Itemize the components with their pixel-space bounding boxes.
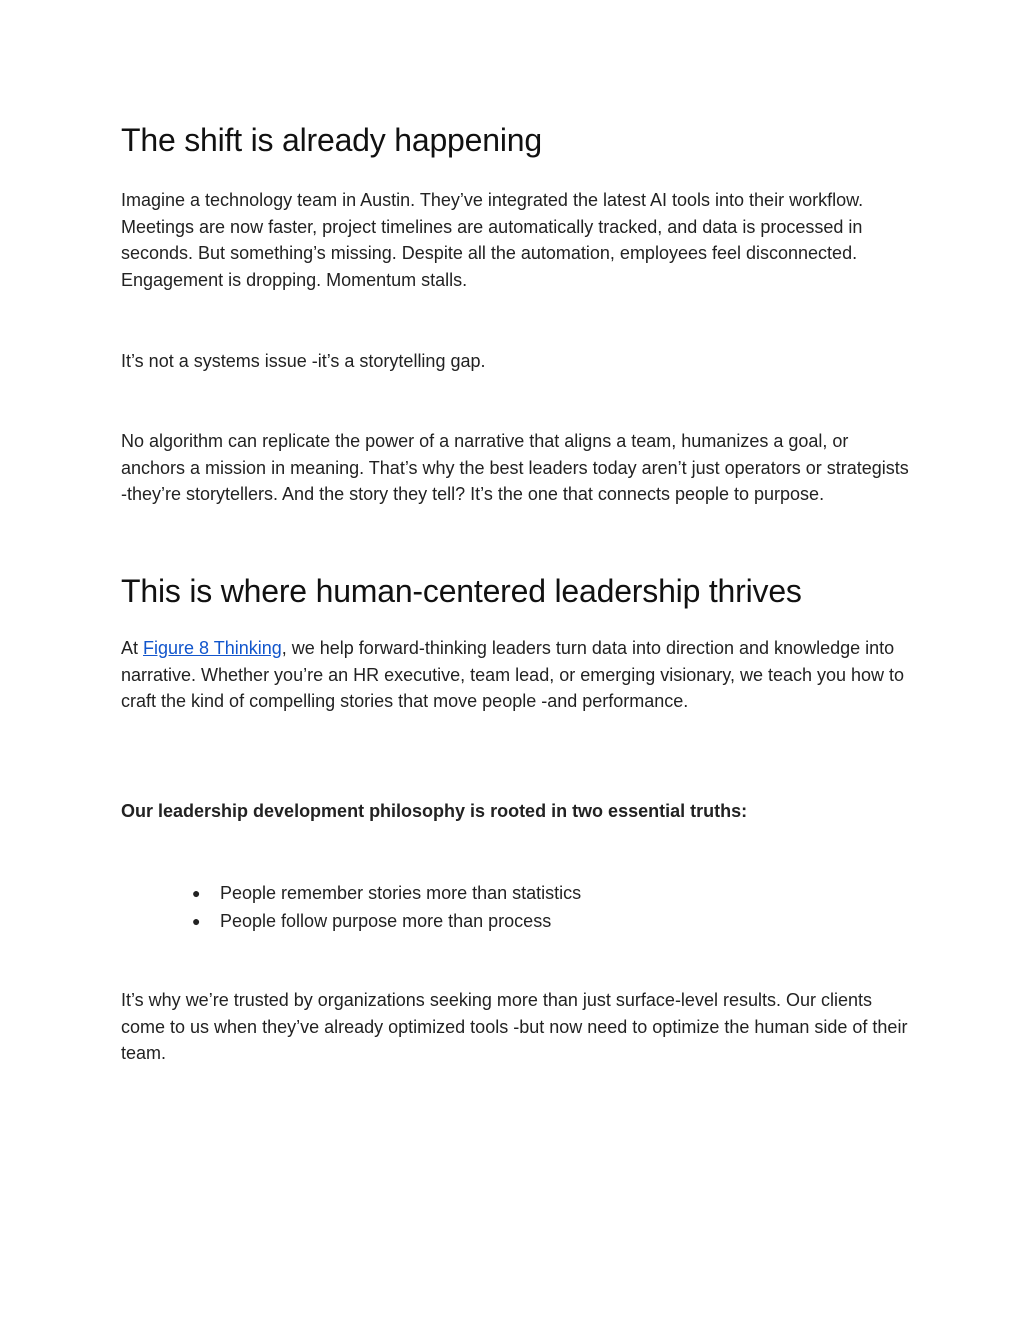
figure8-thinking-link[interactable]: Figure 8 Thinking <box>143 638 282 658</box>
bullet-icon: ● <box>192 885 201 901</box>
paragraph-philosophy-bold: Our leadership development philosophy is rooted in two essential truths: <box>121 801 748 821</box>
list-item <box>121 908 821 936</box>
intro-prefix: At <box>121 638 144 658</box>
intro-suffix: , we help forward-thinking leaders turn data into direction and knowledge into narrative. Whether you’re an HR executive, team lead, or emerging visionary, we teach you how to craft the kind of compelling stories that move people -and performance. <box>121 638 905 712</box>
heading-human-centered-leadership: This is where human-centered leadership thrives <box>121 573 802 609</box>
paragraph-austin-team: Imagine a technology team in Austin. They’ve integrated the latest AI tools into their workflow. Meetings are now faster, project timelines are automatically tracked, and data is processed in seconds. But something’s missing. Despite all the automation, employees feel disconnected. Engagement is dropping. Momentum stalls. <box>121 190 864 290</box>
truth-text: People follow purpose more than process <box>220 910 552 931</box>
list-item <box>121 880 821 908</box>
paragraph-no-algorithm: No algorithm can replicate the power of a narrative that aligns a team, humanizes a goal, or anchors a mission in meaning. That’s why the best leaders today aren’t just operators or strategists -they’re storytellers. And the story they tell? It’s the one that connects people to purpose. <box>121 431 909 505</box>
truths-list <box>121 880 821 935</box>
truth-text: People remember stories more than statistics <box>220 883 582 903</box>
paragraph-figure8-intro <box>121 635 911 715</box>
paragraph-storytelling-gap: It’s not a systems issue -it’s a storytelling gap. <box>121 351 486 371</box>
bullet-icon: ● <box>192 912 201 929</box>
heading-shift-happening: The shift is already happening <box>121 122 542 158</box>
paragraph-trusted-by-organizations: It’s why we’re trusted by organizations seeking more than just surface-level results. Our clients come to us when they’ve already optimized tools -but now need to optimize the human side of their team. <box>121 990 908 1064</box>
